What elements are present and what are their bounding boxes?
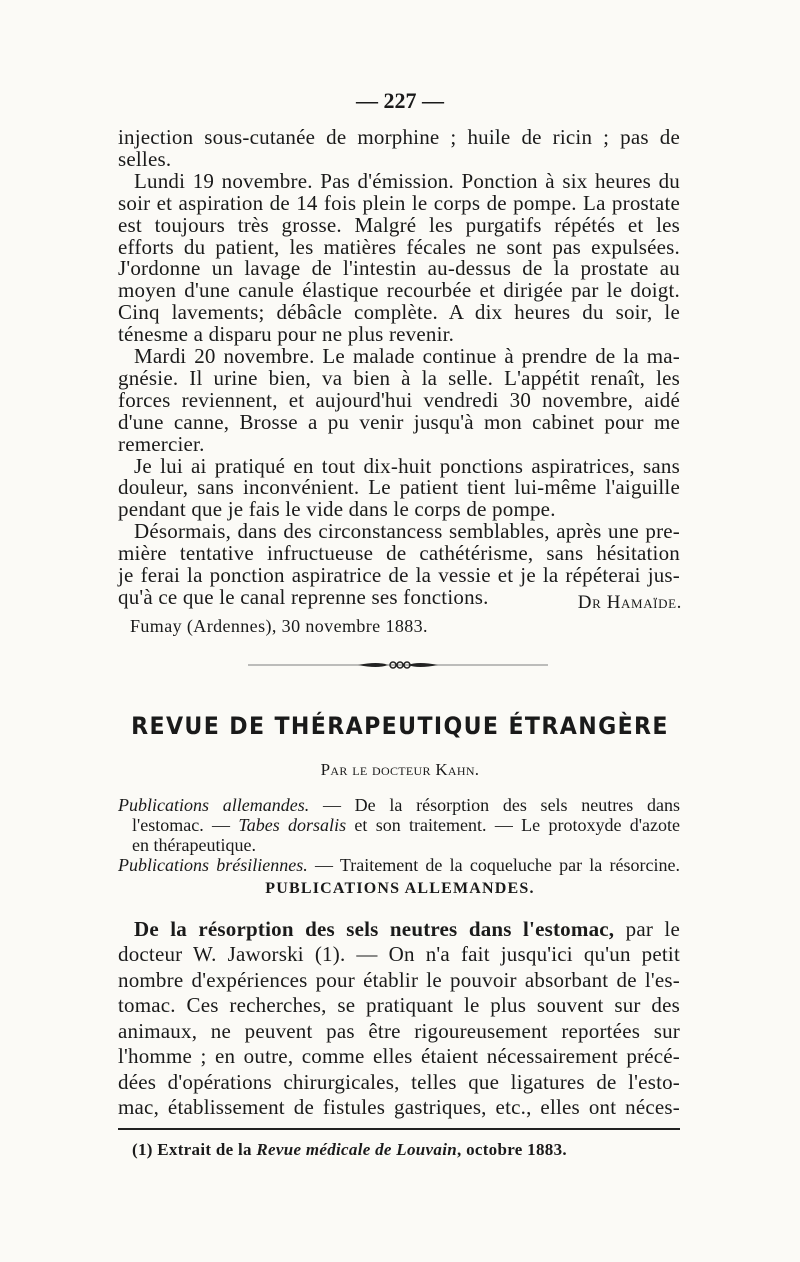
footnote-text: , octobre 1883. [456,1140,567,1159]
page-number: — 227 — [356,88,444,113]
body-line: Je lui ai pratiqué en tout dix-huit ponctions aspiratrices, sans [134,454,680,478]
body-line: Mardi 20 novembre. Le malade continue à prendre de la ma- [134,344,680,368]
article-line: mac, établissement de fistules gastriques, etc., elles ont néces- [118,1095,680,1119]
article-line: nombre d'expériences pour établir le pouvoir absorbant de l'es- [118,968,680,992]
body-line: je ferai la ponction aspiratrice de la vessie et je la répéterai jus- [118,563,680,587]
summary-italic: Publications allemandes. [118,795,310,815]
footnote-rule [118,1128,680,1130]
body-line: gnésie. Il urine bien, va bien à la selle. L'appétit renaît, les [118,366,680,390]
place-date: Fumay (Ardennes), 30 novembre 1883. [130,616,428,636]
summary-text: en thérapeutique. [132,835,256,855]
section-title: REVUE DE THÉRAPEUTIQUE ÉTRANGÈRE [131,712,669,740]
article-line: animaux, ne peuvent pas être rigoureusement reportées sur [118,1019,680,1043]
divider-ornament [248,660,548,670]
body-line: qu'à ce que le canal reprenne ses fonctions. [118,585,489,609]
body-line: forces reviennent, et aujourd'hui vendredi 30 novembre, aidé [118,388,680,412]
summary-italic: Tabes dorsalis [238,815,347,835]
summary-text: — De la résorption des sels neutres dans [309,795,680,815]
body-line: douleur, sans inconvénient. Le patient tient lui-même l'aiguille [118,475,680,499]
article-line: l'homme ; en outre, comme elles étaient nécessairement précé- [118,1044,680,1068]
body-line: Cinq lavements; débâcle complète. A dix heures du soir, le [118,300,680,324]
byline: Par le docteur Kahn. [320,760,480,779]
summary-text: — Traitement de la coqueluche par la résorcine. [307,855,680,875]
body-line: moyen d'une canule élastique recourbée et dirigée par le doigt. [118,278,680,302]
article-lead-line [134,916,680,943]
body-line: injection sous-cutanée de morphine ; huile de ricin ; pas de [118,125,680,149]
summary-line [118,855,680,875]
summary-italic: Publications brésiliennes. [118,855,308,875]
summary-line [132,815,680,835]
body-line: remercier. [118,432,205,456]
body-line: mière tentative infructueuse de cathétérisme, sans hésitation [118,541,680,565]
body-line: est toujours très grosse. Malgré les purgatifs répétés et les [118,213,680,237]
article-lead-title: De la résorption des sels neutres dans l'estomac, [134,917,615,941]
author-signature: Dr Hamaïde. [577,592,682,613]
footnote-source: Revue médicale de Louvain [256,1140,457,1159]
footnote-text: (1) Extrait de la [132,1140,257,1159]
body-line: d'une canne, Brosse a pu venir jusqu'à mon cabinet pour me [118,410,680,434]
summary-text: et son traitement. — Le protoxyde d'azote [346,815,680,835]
footnote [132,1140,567,1160]
body-line: soir et aspiration de 14 fois plein le corps de pompe. La prostate [118,191,680,215]
article-line: docteur W. Jaworski (1). — On n'a fait jusqu'ici qu'un petit [118,942,680,966]
article-lead-rest: par le [614,917,680,941]
body-line: Lundi 19 novembre. Pas d'émission. Ponction à six heures du [134,169,680,193]
body-line: ténesme a disparu pour ne plus revenir. [118,322,455,346]
body-line: efforts du patient, les matières fécales ne sont pas expulsées. [118,235,680,259]
body-line: Désormais, dans des circonstancess semblables, après une pre- [134,519,680,543]
body-line: J'ordonne un lavage de l'intestin au-dessus de la prostate au [118,256,680,280]
summary-text: l'estomac. — [132,815,239,835]
body-line: pendant que je fais le vide dans le corps de pompe. [118,497,556,521]
summary-line [132,835,680,855]
summary-line [118,795,680,815]
article-line: dées d'opérations chirurgicales, telles que ligatures de l'esto- [118,1070,680,1094]
subheading: PUBLICATIONS ALLEMANDES. [265,880,535,897]
article-line: tomac. Ces recherches, se pratiquant le plus souvent sur des [118,993,680,1017]
body-line: selles. [118,147,172,171]
